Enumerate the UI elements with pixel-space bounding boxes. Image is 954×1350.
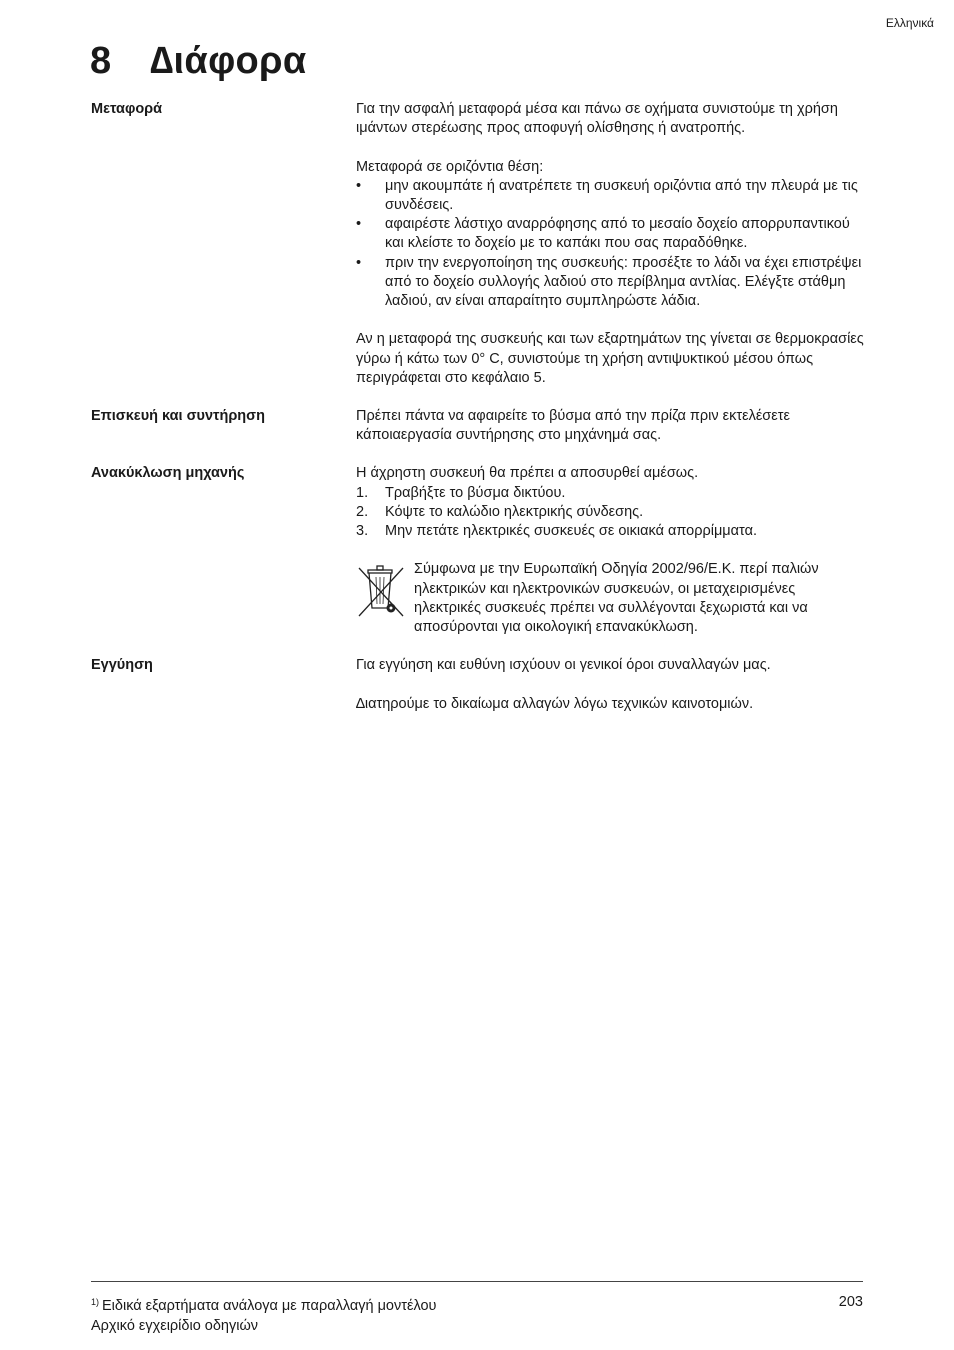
step-number: 1. (356, 484, 369, 501)
chapter-heading (90, 40, 307, 83)
section-warranty (91, 656, 866, 714)
list-item (356, 177, 866, 215)
transport-frost-note: Αν η μεταφορά της συσκευής και των εξαρτημάτων της γίνεται σε θερμοκρασίες γύρω ή κάτω των 0° C, συνιστούμε τη χρήση αντιψυκτικού μέσου όπως περιγράφεται στο κεφάλαιο 5. (356, 331, 864, 386)
list-item-text: Τραβήξτε το βύσμα δικτύου. (385, 484, 566, 501)
section-label: Ανακύκλωση μηχανής (91, 465, 245, 482)
footer-row (91, 1292, 863, 1316)
transport-bullet-list (356, 177, 866, 311)
section-body (356, 100, 866, 388)
weee-notice (356, 560, 866, 637)
section-body (356, 464, 866, 637)
weee-text: Σύμφωνα με την Ευρωπαϊκή Οδηγία 2002/96/Ε.Κ. περί παλιών ηλεκτρικών και ηλεκτρονικών συσκευών, οι μεταχειρισμένες ηλεκτρικές συσκευές πρέπει να συλλέγονται ξεχωριστά και να αποσύρονται για οικολογική επανακύκλωση. (414, 561, 819, 636)
list-item-text: Κόψτε το καλώδιο ηλεκτρικής σύνδεσης. (385, 503, 644, 520)
chapter-number: 8 (90, 40, 112, 82)
step-number: 2. (356, 503, 369, 520)
footer-divider (91, 1281, 863, 1282)
bullet-mark: • (356, 216, 362, 233)
language-label: Ελληνικά (885, 16, 934, 30)
warranty-reserve: ∆ιατηρούμε το δικαίωμα αλλαγών λόγω τεχνικών καινοτομιών. (356, 695, 754, 712)
list-item-text: Μην πετάτε ηλεκτρικές συσκευές σε οικιακά απορρίμματα. (385, 523, 757, 540)
section-body (356, 656, 866, 714)
chapter-title: ∆ιάφορα (150, 40, 307, 82)
footnote-mark: 1) (91, 1297, 100, 1307)
section-body (356, 407, 866, 445)
bullet-mark: • (356, 254, 362, 271)
list-item (356, 215, 866, 253)
maintenance-text: Πρέπει πάντα να αφαιρείτε το βύσμα από την πρίζα πριν εκτελέσετε κάποιαεργασία συντήρησης στο μηχάνημά σας. (356, 408, 790, 444)
section-label: Μεταφορά (91, 101, 163, 117)
list-item (356, 522, 866, 541)
list-item-text: πριν την ενεργοποίηση της συσκευής: προσέξτε το λάδι να έχει επιστρέψει από το δοχείο συλλογής λαδιού στο περίβλημα αντλίας. Ελέγξτε στάθμη λαδιού, αν είναι απαραίτητο συμπληρώστε λάδια. (385, 254, 862, 310)
step-number: 3. (356, 523, 369, 540)
section-recycling (91, 464, 866, 637)
footnote-text: Ειδικά εξαρτήματα ανάλογα με παραλλαγή μοντέλου (102, 1298, 437, 1314)
section-label: Επισκευή και συντήρηση (91, 408, 265, 425)
warranty-text: Για εγγύηση και ευθύνη ισχύουν οι γενικοί όροι συναλλαγών μας. (356, 657, 771, 674)
list-item (356, 254, 866, 312)
page-footer (91, 1292, 863, 1336)
list-item (356, 484, 866, 503)
list-item (356, 503, 866, 522)
section-maintenance (91, 407, 866, 445)
recycling-steps (356, 484, 866, 542)
list-item-text: αφαιρέστε λάστιχο αναρρόφησης από το μεσαίο δοχείο απορρυπαντικού και κλείστε το δοχείο με το καπάκι που σας παραδόθηκε. (385, 216, 850, 252)
transport-intro: Για την ασφαλή μεταφορά μέσα και πάνω σε οχήματα συνιστούμε τη χρήση ιμάντων στερέωσης προς αποφυγή ολίσθησης ή ανατροπής. (356, 101, 838, 137)
page-number: 203 (838, 1294, 863, 1310)
recycling-intro: Η άχρηστη συσκευή θα πρέπει α αποσυρθεί αμέσως. (356, 465, 699, 482)
section-transport (91, 100, 866, 388)
manual-title: Αρχικό εγχειρίδιο οδηγιών (91, 1318, 259, 1334)
crossed-bin-icon (356, 562, 408, 619)
section-label: Εγγύηση (91, 657, 153, 674)
document-content (91, 100, 866, 733)
bullet-mark: • (356, 177, 362, 194)
list-item-text: μην ακουμπάτε ή ανατρέπετε τη συσκευή οριζόντια από την πλευρά με τις συνδέσεις. (385, 177, 858, 213)
footnote (91, 1292, 436, 1316)
transport-horizontal-heading: Μεταφορά σε οριζόντια θέση: (356, 158, 544, 175)
